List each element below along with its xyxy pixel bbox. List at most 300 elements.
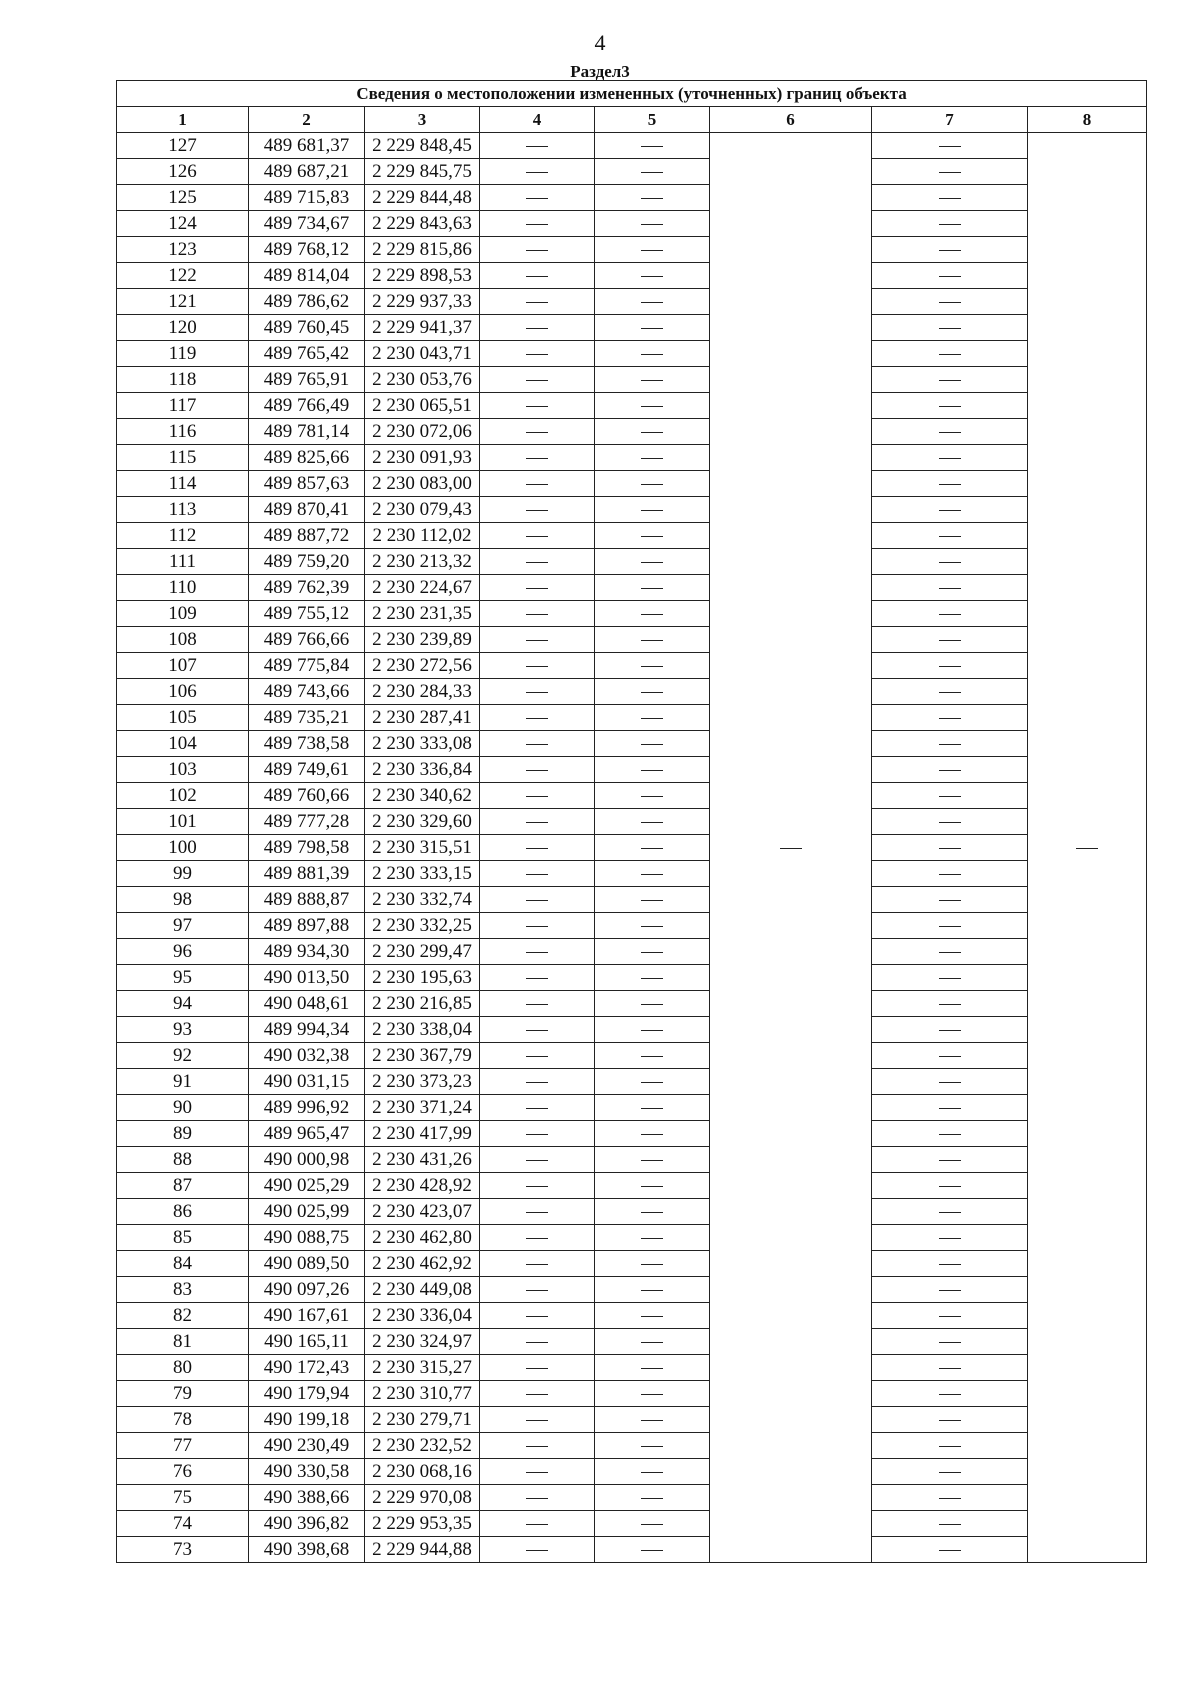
point-number-cell: 102 <box>117 783 249 809</box>
dash-mark <box>641 1134 663 1135</box>
point-number-cell: 87 <box>117 1173 249 1199</box>
empty-value-cell <box>480 757 595 783</box>
empty-value-cell <box>595 575 710 601</box>
empty-value-cell <box>480 1017 595 1043</box>
empty-value-cell <box>595 497 710 523</box>
empty-value-cell <box>595 1199 710 1225</box>
y-coordinate-cell: 2 230 336,84 <box>365 757 480 783</box>
x-coordinate-cell: 489 994,34 <box>249 1017 365 1043</box>
dash-mark <box>641 1264 663 1265</box>
empty-value-cell <box>595 1381 710 1407</box>
empty-value-cell <box>595 315 710 341</box>
x-coordinate-cell: 489 786,62 <box>249 289 365 315</box>
empty-value-cell <box>872 1459 1028 1485</box>
x-coordinate-cell: 489 897,88 <box>249 913 365 939</box>
empty-value-cell <box>480 1537 595 1563</box>
x-coordinate-cell: 490 025,99 <box>249 1199 365 1225</box>
x-coordinate-cell: 489 766,66 <box>249 627 365 653</box>
dash-mark <box>939 1368 961 1369</box>
dash-mark <box>526 510 548 511</box>
y-coordinate-cell: 2 230 232,52 <box>365 1433 480 1459</box>
table-row <box>117 913 1147 939</box>
column-number: 7 <box>872 107 1028 133</box>
empty-value-cell <box>480 341 595 367</box>
merged-column-8-cell <box>1028 133 1147 1563</box>
point-number-cell: 80 <box>117 1355 249 1381</box>
empty-value-cell <box>872 1199 1028 1225</box>
y-coordinate-cell: 2 230 310,77 <box>365 1381 480 1407</box>
empty-value-cell <box>872 757 1028 783</box>
empty-value-cell <box>872 367 1028 393</box>
dash-mark <box>526 926 548 927</box>
dash-mark <box>526 380 548 381</box>
dash-mark <box>939 848 961 849</box>
point-number-cell: 109 <box>117 601 249 627</box>
point-number-cell: 77 <box>117 1433 249 1459</box>
point-number-cell: 79 <box>117 1381 249 1407</box>
dash-mark <box>641 1108 663 1109</box>
x-coordinate-cell: 490 172,43 <box>249 1355 365 1381</box>
empty-value-cell <box>480 1407 595 1433</box>
x-coordinate-cell: 489 881,39 <box>249 861 365 887</box>
dash-mark <box>526 900 548 901</box>
x-coordinate-cell: 490 230,49 <box>249 1433 365 1459</box>
empty-value-cell <box>480 1199 595 1225</box>
table-row <box>117 679 1147 705</box>
empty-value-cell <box>480 1251 595 1277</box>
dash-mark <box>641 952 663 953</box>
dash-mark <box>641 458 663 459</box>
x-coordinate-cell: 490 032,38 <box>249 1043 365 1069</box>
point-number-cell: 88 <box>117 1147 249 1173</box>
point-number-cell: 101 <box>117 809 249 835</box>
empty-value-cell <box>480 133 595 159</box>
dash-mark <box>939 250 961 251</box>
empty-value-cell <box>872 1407 1028 1433</box>
y-coordinate-cell: 2 230 329,60 <box>365 809 480 835</box>
empty-value-cell <box>595 1069 710 1095</box>
dash-mark <box>641 1550 663 1551</box>
point-number-cell: 98 <box>117 887 249 913</box>
dash-mark <box>641 484 663 485</box>
dash-mark <box>939 1238 961 1239</box>
y-coordinate-cell: 2 230 333,15 <box>365 861 480 887</box>
empty-value-cell <box>595 653 710 679</box>
empty-value-cell <box>480 783 595 809</box>
empty-value-cell <box>480 1121 595 1147</box>
empty-value-cell <box>595 1537 710 1563</box>
table-row <box>117 549 1147 575</box>
y-coordinate-cell: 2 230 287,41 <box>365 705 480 731</box>
table-row <box>117 315 1147 341</box>
dash-mark <box>526 146 548 147</box>
empty-value-cell <box>872 341 1028 367</box>
empty-value-cell <box>595 393 710 419</box>
y-coordinate-cell: 2 229 815,86 <box>365 237 480 263</box>
table-row <box>117 835 1147 861</box>
dash-mark <box>641 1420 663 1421</box>
dash-mark <box>939 536 961 537</box>
point-number-cell: 96 <box>117 939 249 965</box>
empty-value-cell <box>480 1329 595 1355</box>
y-coordinate-cell: 2 230 431,26 <box>365 1147 480 1173</box>
empty-value-cell <box>480 991 595 1017</box>
dash-mark <box>526 1108 548 1109</box>
empty-value-cell <box>872 1381 1028 1407</box>
dash-mark <box>526 1316 548 1317</box>
x-coordinate-cell: 489 734,67 <box>249 211 365 237</box>
dash-mark <box>939 1472 961 1473</box>
y-coordinate-cell: 2 230 279,71 <box>365 1407 480 1433</box>
y-coordinate-cell: 2 230 333,08 <box>365 731 480 757</box>
table-row <box>117 731 1147 757</box>
dash-mark <box>526 848 548 849</box>
dash-mark <box>526 874 548 875</box>
empty-value-cell <box>872 705 1028 731</box>
x-coordinate-cell: 489 781,14 <box>249 419 365 445</box>
dash-mark <box>939 1108 961 1109</box>
empty-value-cell <box>480 1485 595 1511</box>
point-number-cell: 116 <box>117 419 249 445</box>
dash-mark <box>939 198 961 199</box>
dash-mark <box>526 718 548 719</box>
dash-mark <box>939 1420 961 1421</box>
empty-value-cell <box>595 211 710 237</box>
x-coordinate-cell: 490 013,50 <box>249 965 365 991</box>
table-row <box>117 445 1147 471</box>
dash-mark <box>641 1056 663 1057</box>
y-coordinate-cell: 2 229 848,45 <box>365 133 480 159</box>
dash-mark <box>641 822 663 823</box>
column-number: 2 <box>249 107 365 133</box>
dash-mark <box>526 536 548 537</box>
dash-mark <box>939 770 961 771</box>
empty-value-cell <box>595 965 710 991</box>
table-row <box>117 1459 1147 1485</box>
empty-value-cell <box>480 575 595 601</box>
dash-mark <box>641 1238 663 1239</box>
empty-value-cell <box>872 237 1028 263</box>
empty-value-cell <box>595 939 710 965</box>
y-coordinate-cell: 2 230 462,80 <box>365 1225 480 1251</box>
dash-mark <box>939 900 961 901</box>
x-coordinate-cell: 489 766,49 <box>249 393 365 419</box>
x-coordinate-cell: 489 759,20 <box>249 549 365 575</box>
dash-mark <box>526 640 548 641</box>
dash-mark <box>641 1524 663 1525</box>
empty-value-cell <box>872 1225 1028 1251</box>
empty-value-cell <box>595 263 710 289</box>
dash-mark <box>641 666 663 667</box>
point-number-cell: 105 <box>117 705 249 731</box>
dash-mark <box>939 1004 961 1005</box>
empty-value-cell <box>595 133 710 159</box>
dash-mark <box>641 588 663 589</box>
dash-mark <box>641 1394 663 1395</box>
dash-mark <box>939 380 961 381</box>
x-coordinate-cell: 489 762,39 <box>249 575 365 601</box>
table-row <box>117 783 1147 809</box>
point-number-cell: 120 <box>117 315 249 341</box>
dash-mark <box>641 770 663 771</box>
y-coordinate-cell: 2 229 845,75 <box>365 159 480 185</box>
empty-value-cell <box>595 289 710 315</box>
dash-mark <box>939 458 961 459</box>
y-coordinate-cell: 2 230 315,51 <box>365 835 480 861</box>
y-coordinate-cell: 2 229 898,53 <box>365 263 480 289</box>
point-number-cell: 75 <box>117 1485 249 1511</box>
empty-value-cell <box>595 1485 710 1511</box>
dash-mark <box>641 432 663 433</box>
x-coordinate-cell: 489 887,72 <box>249 523 365 549</box>
column-number: 1 <box>117 107 249 133</box>
dash-mark <box>526 666 548 667</box>
dash-mark <box>526 978 548 979</box>
table-row <box>117 1329 1147 1355</box>
table-row <box>117 471 1147 497</box>
table-row <box>117 341 1147 367</box>
empty-value-cell <box>480 1459 595 1485</box>
table-caption: Сведения о местоположении измененных (уточненных) границ объекта <box>117 81 1147 107</box>
empty-value-cell <box>595 1225 710 1251</box>
empty-value-cell <box>872 861 1028 887</box>
dash-mark <box>526 744 548 745</box>
dash-mark <box>939 510 961 511</box>
dash-mark <box>939 1394 961 1395</box>
point-number-cell: 89 <box>117 1121 249 1147</box>
dash-mark <box>939 874 961 875</box>
empty-value-cell <box>872 523 1028 549</box>
point-number-cell: 74 <box>117 1511 249 1537</box>
dash-mark <box>641 848 663 849</box>
empty-value-cell <box>595 1433 710 1459</box>
dash-mark <box>939 588 961 589</box>
empty-value-cell <box>872 1251 1028 1277</box>
point-number-cell: 100 <box>117 835 249 861</box>
x-coordinate-cell: 489 888,87 <box>249 887 365 913</box>
y-coordinate-cell: 2 230 428,92 <box>365 1173 480 1199</box>
dash-mark <box>939 796 961 797</box>
empty-value-cell <box>872 679 1028 705</box>
empty-value-cell <box>872 991 1028 1017</box>
dash-mark <box>641 1368 663 1369</box>
empty-value-cell <box>595 1511 710 1537</box>
empty-value-cell <box>480 887 595 913</box>
table-row <box>117 1251 1147 1277</box>
table-row <box>117 393 1147 419</box>
empty-value-cell <box>872 1511 1028 1537</box>
table-row <box>117 1199 1147 1225</box>
y-coordinate-cell: 2 230 195,63 <box>365 965 480 991</box>
y-coordinate-cell: 2 230 112,02 <box>365 523 480 549</box>
x-coordinate-cell: 490 088,75 <box>249 1225 365 1251</box>
empty-value-cell <box>480 1069 595 1095</box>
x-coordinate-cell: 489 687,21 <box>249 159 365 185</box>
empty-value-cell <box>872 939 1028 965</box>
table-row <box>117 1043 1147 1069</box>
boundary-coordinates-table <box>116 80 1147 1563</box>
point-number-cell: 104 <box>117 731 249 757</box>
empty-value-cell <box>872 965 1028 991</box>
point-number-cell: 93 <box>117 1017 249 1043</box>
point-number-cell: 110 <box>117 575 249 601</box>
point-number-cell: 113 <box>117 497 249 523</box>
column-number: 8 <box>1028 107 1147 133</box>
table-row <box>117 1095 1147 1121</box>
dash-mark <box>526 1186 548 1187</box>
dash-mark <box>641 718 663 719</box>
dash-mark <box>641 1160 663 1161</box>
empty-value-cell <box>595 471 710 497</box>
merged-column-6-cell <box>710 133 872 1563</box>
dash-mark <box>939 1446 961 1447</box>
point-number-cell: 91 <box>117 1069 249 1095</box>
empty-value-cell <box>480 237 595 263</box>
empty-value-cell <box>480 419 595 445</box>
dash-mark <box>641 1212 663 1213</box>
x-coordinate-cell: 489 755,12 <box>249 601 365 627</box>
dash-mark <box>939 328 961 329</box>
dash-mark <box>939 718 961 719</box>
empty-value-cell <box>872 263 1028 289</box>
empty-value-cell <box>872 1095 1028 1121</box>
dash-mark <box>641 874 663 875</box>
table-row <box>117 705 1147 731</box>
dash-mark <box>641 926 663 927</box>
dash-mark <box>939 146 961 147</box>
dash-mark <box>641 302 663 303</box>
point-number-cell: 92 <box>117 1043 249 1069</box>
empty-value-cell <box>480 1043 595 1069</box>
empty-value-cell <box>595 185 710 211</box>
x-coordinate-cell: 490 179,94 <box>249 1381 365 1407</box>
dash-mark <box>641 1472 663 1473</box>
point-number-cell: 108 <box>117 627 249 653</box>
dash-mark <box>526 1238 548 1239</box>
point-number-cell: 85 <box>117 1225 249 1251</box>
empty-value-cell <box>595 341 710 367</box>
dash-mark <box>939 276 961 277</box>
y-coordinate-cell: 2 230 272,56 <box>365 653 480 679</box>
dash-mark <box>526 198 548 199</box>
y-coordinate-cell: 2 230 462,92 <box>365 1251 480 1277</box>
empty-value-cell <box>872 653 1028 679</box>
table-row <box>117 1433 1147 1459</box>
y-coordinate-cell: 2 229 843,63 <box>365 211 480 237</box>
dash-mark <box>526 1004 548 1005</box>
x-coordinate-cell: 489 765,91 <box>249 367 365 393</box>
empty-value-cell <box>872 211 1028 237</box>
empty-value-cell <box>595 1095 710 1121</box>
empty-value-cell <box>872 133 1028 159</box>
dash-mark <box>526 458 548 459</box>
table-row <box>117 159 1147 185</box>
empty-value-cell <box>595 159 710 185</box>
dash-mark <box>641 614 663 615</box>
point-number-cell: 114 <box>117 471 249 497</box>
dash-mark <box>939 614 961 615</box>
x-coordinate-cell: 490 048,61 <box>249 991 365 1017</box>
dash-mark <box>1076 848 1098 849</box>
point-number-cell: 107 <box>117 653 249 679</box>
point-number-cell: 118 <box>117 367 249 393</box>
dash-mark <box>526 1498 548 1499</box>
table-row <box>117 861 1147 887</box>
empty-value-cell <box>480 627 595 653</box>
table-row <box>117 757 1147 783</box>
dash-mark <box>641 978 663 979</box>
y-coordinate-cell: 2 229 953,35 <box>365 1511 480 1537</box>
empty-value-cell <box>872 1433 1028 1459</box>
dash-mark <box>526 770 548 771</box>
dash-mark <box>939 1212 961 1213</box>
dash-mark <box>939 666 961 667</box>
dash-mark <box>641 1290 663 1291</box>
dash-mark <box>939 562 961 563</box>
y-coordinate-cell: 2 230 213,32 <box>365 549 480 575</box>
empty-value-cell <box>595 731 710 757</box>
dash-mark <box>641 900 663 901</box>
dash-mark <box>939 1264 961 1265</box>
point-number-cell: 125 <box>117 185 249 211</box>
empty-value-cell <box>872 601 1028 627</box>
dash-mark <box>939 952 961 953</box>
dash-mark <box>526 354 548 355</box>
empty-value-cell <box>595 861 710 887</box>
x-coordinate-cell: 489 765,42 <box>249 341 365 367</box>
dash-mark <box>526 1394 548 1395</box>
table-row <box>117 367 1147 393</box>
point-number-cell: 115 <box>117 445 249 471</box>
empty-value-cell <box>872 289 1028 315</box>
dash-mark <box>641 250 663 251</box>
empty-value-cell <box>480 523 595 549</box>
dash-mark <box>641 510 663 511</box>
dash-mark <box>641 1342 663 1343</box>
empty-value-cell <box>872 1485 1028 1511</box>
y-coordinate-cell: 2 230 043,71 <box>365 341 480 367</box>
y-coordinate-cell: 2 230 367,79 <box>365 1043 480 1069</box>
x-coordinate-cell: 490 396,82 <box>249 1511 365 1537</box>
dash-mark <box>641 640 663 641</box>
dash-mark <box>641 380 663 381</box>
dash-mark <box>939 1550 961 1551</box>
empty-value-cell <box>480 653 595 679</box>
empty-value-cell <box>595 627 710 653</box>
table-row <box>117 809 1147 835</box>
empty-value-cell <box>480 315 595 341</box>
x-coordinate-cell: 489 775,84 <box>249 653 365 679</box>
y-coordinate-cell: 2 230 299,47 <box>365 939 480 965</box>
empty-value-cell <box>480 211 595 237</box>
x-coordinate-cell: 489 814,04 <box>249 263 365 289</box>
empty-value-cell <box>595 1251 710 1277</box>
dash-mark <box>526 692 548 693</box>
dash-mark <box>939 978 961 979</box>
point-number-cell: 94 <box>117 991 249 1017</box>
empty-value-cell <box>872 1303 1028 1329</box>
empty-value-cell <box>872 731 1028 757</box>
empty-value-cell <box>595 1147 710 1173</box>
dash-mark <box>641 1082 663 1083</box>
x-coordinate-cell: 489 743,66 <box>249 679 365 705</box>
empty-value-cell <box>595 783 710 809</box>
dash-mark <box>939 1082 961 1083</box>
y-coordinate-cell: 2 229 944,88 <box>365 1537 480 1563</box>
empty-value-cell <box>595 1329 710 1355</box>
dash-mark <box>526 172 548 173</box>
table-row <box>117 1017 1147 1043</box>
